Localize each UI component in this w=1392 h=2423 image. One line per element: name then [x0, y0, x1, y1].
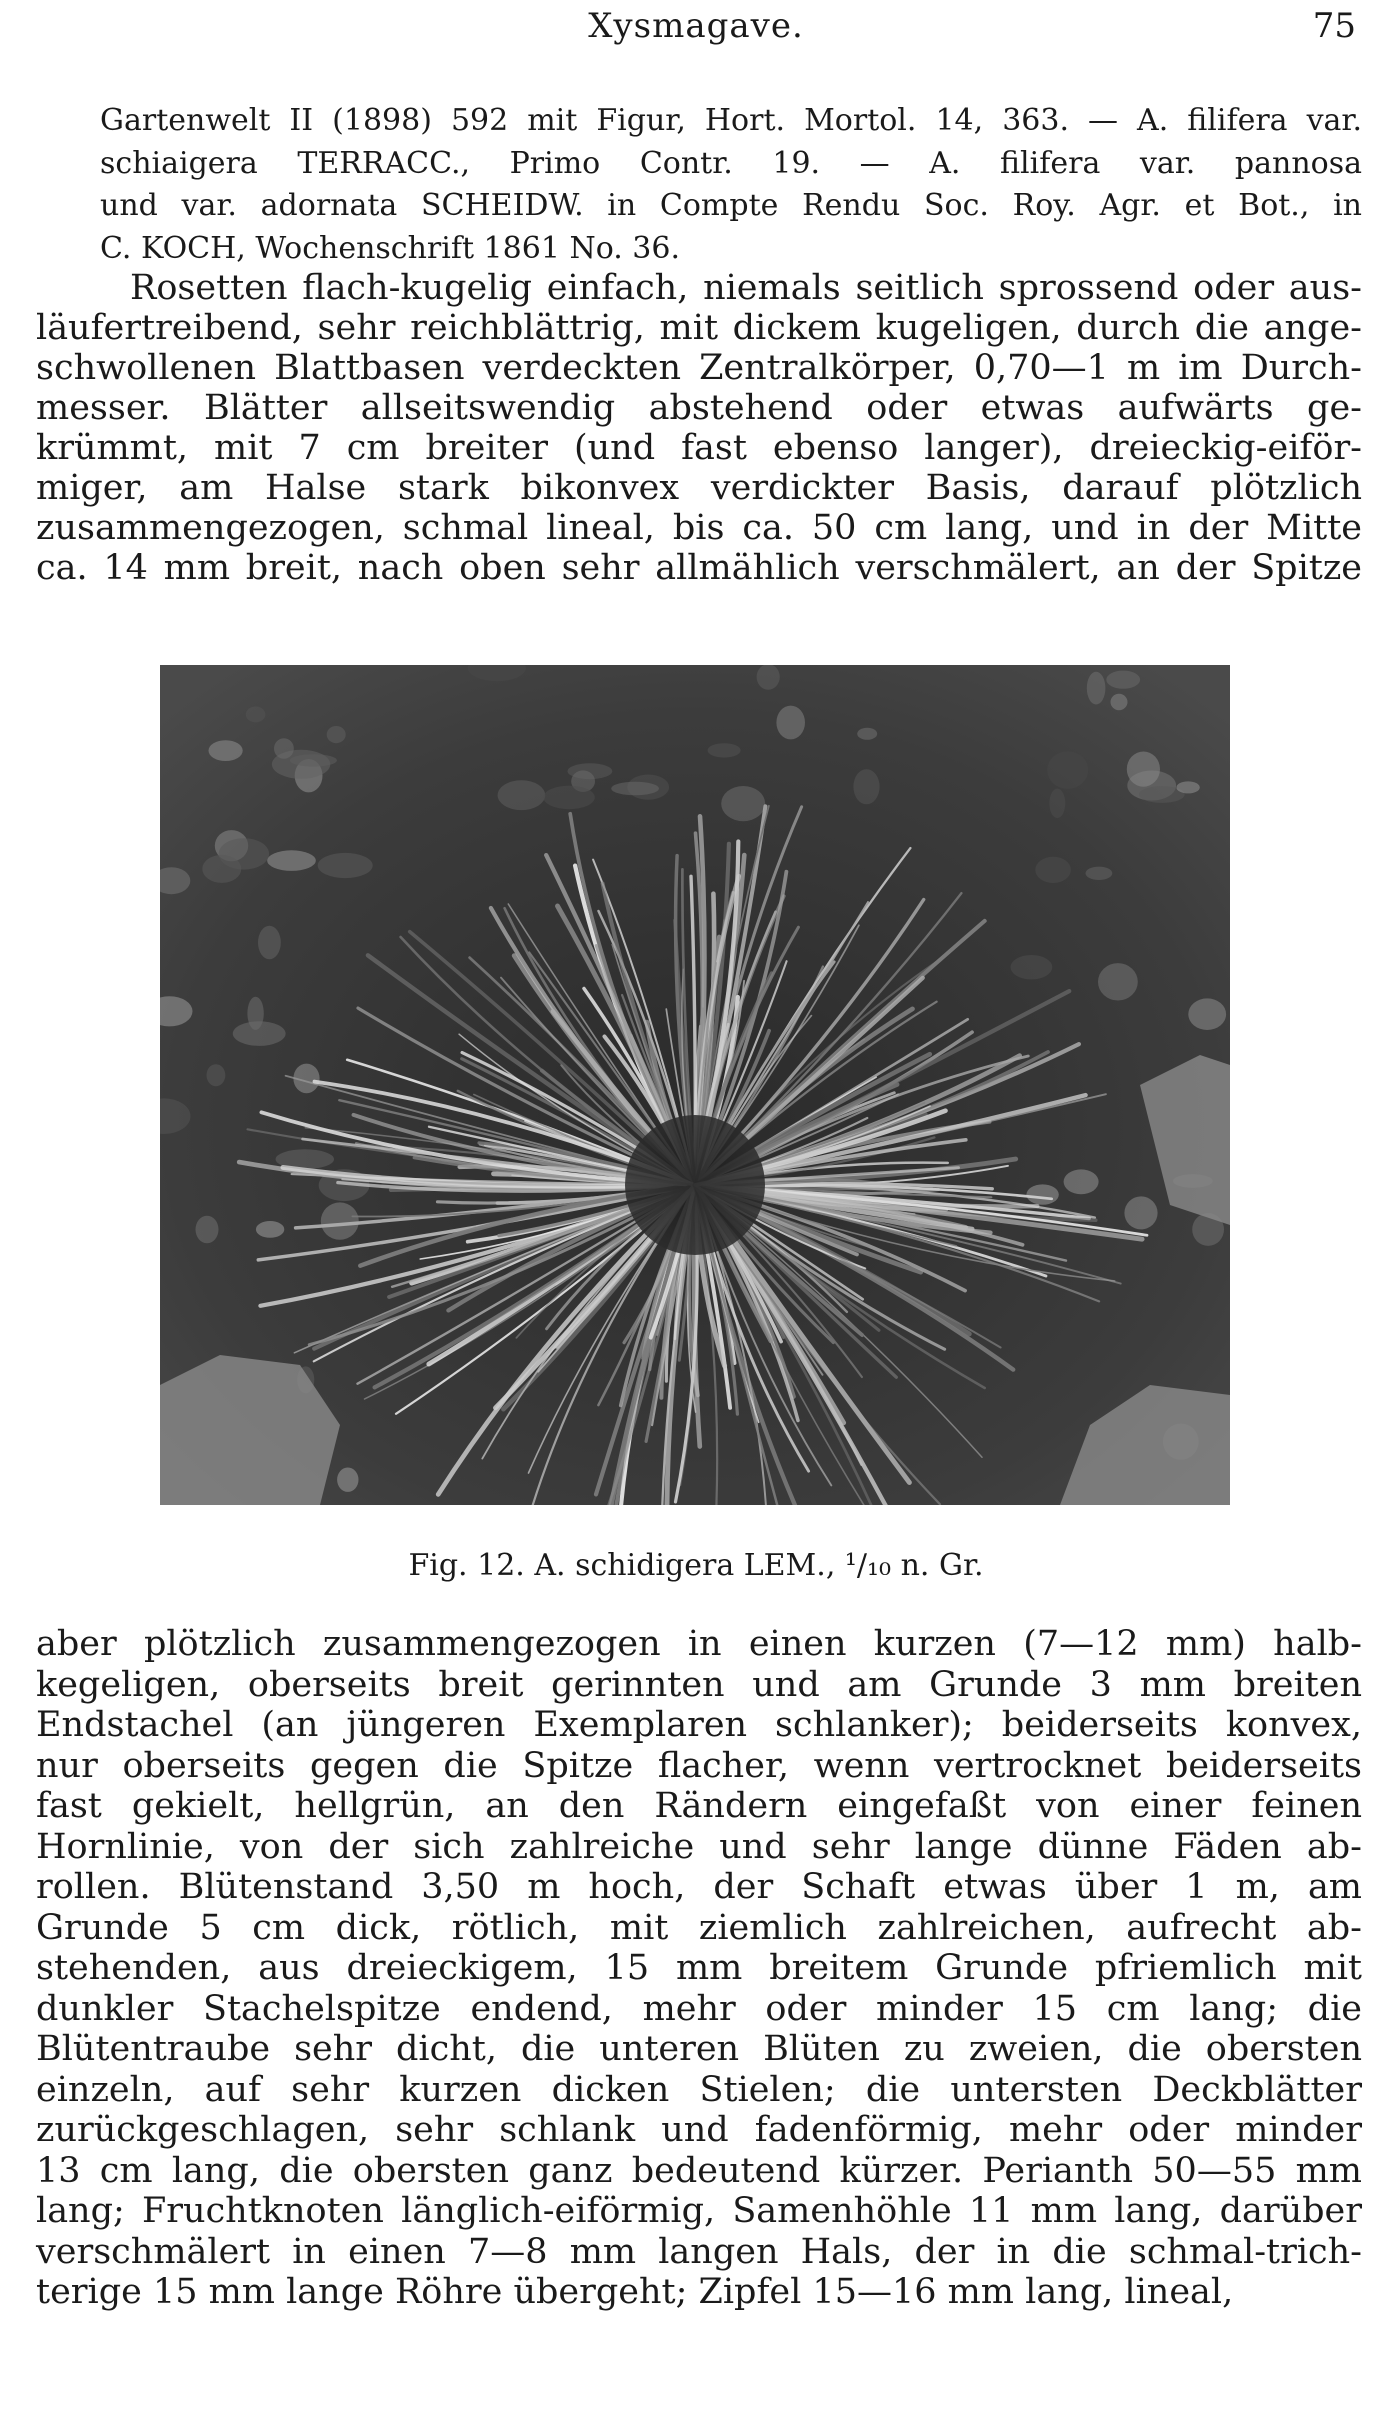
page-number: 75 [1312, 6, 1356, 46]
text-line: Blütentraube sehr dicht, die unteren Blüten zu zweien, die obersten [36, 2029, 1362, 2069]
text-line: nur oberseits gegen die Spitze flacher, wenn vertrocknet beiderseits [36, 1745, 1362, 1786]
foliage-blob [1047, 751, 1088, 789]
foliage-blob [498, 780, 546, 810]
text-line: dunkler Stachelspitze endend, mehr oder minder 15 cm lang; die [36, 1988, 1362, 2029]
text-line: miger, am Halse stark bikonvex verdickter Basis, darauf plötzlich [36, 468, 1362, 508]
figure-caption: Fig. 12. A. schidigera LEM., ¹/₁₀ n. Gr. [408, 1548, 984, 1583]
foliage-blob [337, 1468, 358, 1492]
foliage-blob [1087, 672, 1106, 705]
text-line: verschmälert in einen 7—8 mm langen Hals, der in die schmal-trich- [36, 2231, 1362, 2272]
page-header [0, 6, 1392, 56]
foliage-blob [321, 1202, 359, 1239]
foliage-blob [1026, 1184, 1058, 1204]
foliage-blob [1035, 857, 1071, 883]
foliage-blob [776, 706, 805, 740]
text-line: Endstachel (an jüngeren Exemplaren schlanker); beiderseits konvex, [36, 1705, 1362, 1745]
foliage-blob [1098, 963, 1138, 1000]
text-line: einzeln, auf sehr kurzen dicken Stielen; die untersten Deckblätter [36, 2069, 1362, 2110]
text-line: lang; Fruchtknoten länglich-eiförmig, Samenhöhle 11 mm lang, darüber [36, 2191, 1362, 2231]
text-line: messer. Blätter allseitswendig abstehend oder etwas aufwärts ge- [36, 388, 1362, 428]
text-line: Grunde 5 cm dick, rötlich, mit ziemlich zahlreichen, aufrecht ab- [36, 1907, 1362, 1948]
text-line: 13 cm lang, die obersten ganz bedeutend kürzer. Perianth 50—55 mm [36, 2150, 1362, 2191]
foliage-blob [258, 926, 281, 960]
text-line: zusammengezogen, schmal lineal, bis ca. 50 cm lang, und in der Mitte [36, 508, 1362, 548]
foliage-blob [853, 769, 879, 804]
foliage-blob [721, 786, 765, 821]
text-line: läufertreibend, sehr reichblättrig, mit dickem kugeligen, durch die ange- [36, 308, 1362, 348]
running-title: Xysmagave. [588, 6, 804, 46]
agave-rosette-illustration [160, 665, 1230, 1505]
foliage-blob [708, 743, 741, 757]
foliage-blob [267, 850, 316, 871]
text-line: kegeligen, oberseits breit gerinnten und am Grunde 3 mm breiten [36, 1664, 1362, 1705]
foliage-blob [611, 782, 659, 795]
foliage-blob [857, 728, 877, 740]
foliage-blob [1064, 1169, 1099, 1194]
text-line: schwollenen Blattbasen verdeckten Zentralkörper, 0,70—1 m im Durch- [36, 348, 1362, 388]
foliage-blob [1011, 955, 1053, 979]
foliage-blob [290, 754, 337, 766]
foliage-blob [274, 738, 294, 759]
foliage-blob [318, 853, 373, 878]
reference-line: und var. adornata SCHEIDW. in Compte Rendu Soc. Roy. Agr. et Bot., in [100, 188, 1362, 223]
foliage-blob [1188, 998, 1226, 1030]
text-line: ca. 14 mm breit, nach oben sehr allmählich verschmälert, an der Spitze [36, 548, 1362, 588]
foliage-blob [1086, 867, 1113, 880]
foliage-blob [327, 726, 346, 743]
reference-line: schiaigera TERRACC., Primo Contr. 19. — A. filifera var. pannosa [100, 145, 1362, 181]
text-line: terige 15 mm lange Röhre übergeht; Zipfel 15—16 mm lang, lineal, [36, 2272, 1234, 2312]
foliage-blob [246, 706, 266, 722]
foliage-blob [247, 997, 263, 1030]
text-line: stehenden, aus dreieckigem, 15 mm breitem Grunde pfriemlich mit [36, 1948, 1362, 1988]
foliage-blob [207, 1064, 226, 1086]
description-paragraph-1 [36, 268, 1362, 588]
foliage-blob [1176, 781, 1199, 793]
text-line: Hornlinie, von der sich zahlreiche und sehr lange dünne Fäden ab- [36, 1826, 1362, 1867]
reference-line: Gartenwelt II (1898) 592 mit Figur, Hort. Mortol. 14, 363. — A. filifera var. [100, 103, 1362, 138]
text-line: fast gekielt, hellgrün, an den Rändern eingefaßt von einer feinen [36, 1786, 1362, 1826]
foliage-blob [543, 786, 594, 810]
foliage-blob [1111, 694, 1128, 710]
agave-photograph [160, 665, 1230, 1505]
text-line: aber plötzlich zusammengezogen in einen kurzen (7—12 mm) halb- [36, 1624, 1362, 1664]
text-line: rollen. Blütenstand 3,50 m hoch, der Schaft etwas über 1 m, am [36, 1867, 1362, 1907]
foliage-blob [757, 665, 780, 690]
foliage-blob [209, 740, 243, 761]
foliage-blob [1127, 752, 1160, 787]
references-block [100, 100, 1362, 270]
foliage-blob [1106, 671, 1140, 689]
foliage-blob [196, 1216, 219, 1244]
text-line: zurückgeschlagen, sehr schlank und fadenförmig, mehr oder minder [36, 2110, 1362, 2150]
reference-line: C. KOCH, Wochenschrift 1861 No. 36. [100, 230, 681, 266]
foliage-blob [256, 1221, 284, 1238]
foliage-blob [1124, 1196, 1157, 1229]
foliage-blob [219, 838, 269, 869]
text-line: krümmt, mit 7 cm breiter (und fast ebenso langer), dreieckig-eiför- [36, 428, 1362, 468]
foliage-blob [1049, 789, 1065, 818]
description-paragraph-2 [36, 1624, 1362, 2313]
text-line: Rosetten flach-kugelig einfach, niemals seitlich sprossend oder aus- [130, 268, 1362, 308]
